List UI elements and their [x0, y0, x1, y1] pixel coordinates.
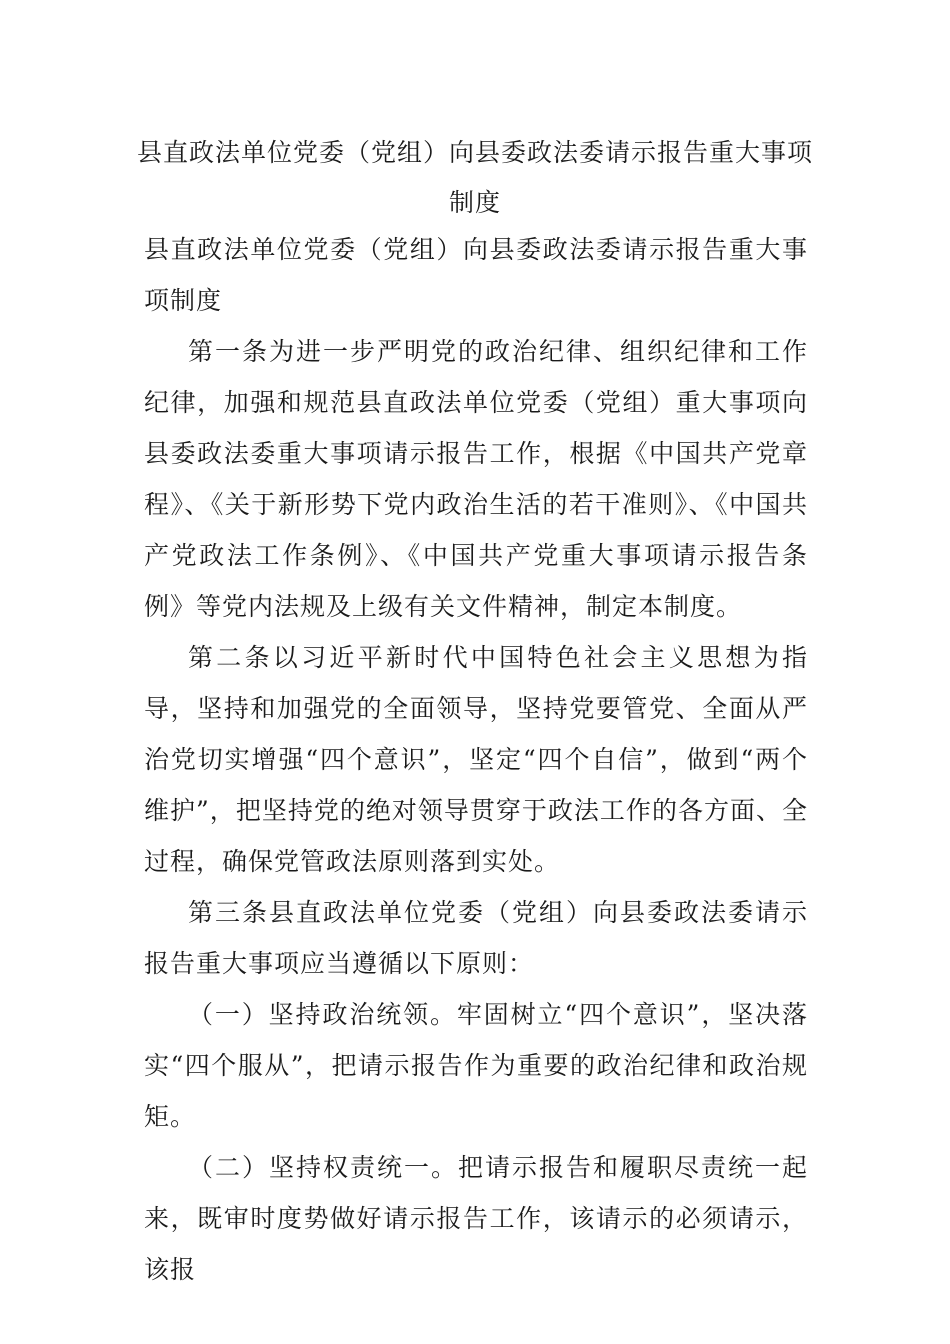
article-3-paragraph: 第三条县直政法单位党委（党组）向县委政法委请示报告重大事项应当遵循以下原则： [144, 898, 808, 978]
article-1-paragraph: 第一条为进一步严明党的政治纪律、组织纪律和工作纪律，加强和规范县直政法单位党委（党组）重大事项向县委政法委重大事项请示报告工作，根据《中国共产党章程》、《关于新形势下党内政治生活的若干准则》、《中国共产党政法工作条例》、《中国共产党重大事项请示报告条例》等党内法规及上级有关文件精神，制定本制度。 [144, 337, 808, 621]
principle-2-paragraph: （二）坚持权责统一。把请示报告和履职尽责统一起来，既审时度势做好请示报告工作，该请示的必须请示，该报 [144, 1153, 808, 1284]
document-title: 县直政法单位党委（党组）向县委政法委请示报告重大事项制度 [136, 138, 813, 217]
document-body [144, 224, 808, 1295]
document-subheading: 县直政法单位党委（党组）向县委政法委请示报告重大事项制度 [144, 235, 808, 315]
principle-1-paragraph: （一）坚持政治统领。牢固树立“四个意识”，坚决落实“四个服从”，把请示报告作为重要的政治纪律和政治规矩。 [144, 1000, 808, 1131]
article-2-paragraph: 第二条以习近平新时代中国特色社会主义思想为指导，坚持和加强党的全面领导，坚持党要管党、全面从严治党切实增强“四个意识”，坚定“四个自信”，做到“两个维护”，把坚持党的绝对领导贯穿于政法工作的各方面、全过程，确保党管政法原则落到实处。 [144, 643, 808, 876]
